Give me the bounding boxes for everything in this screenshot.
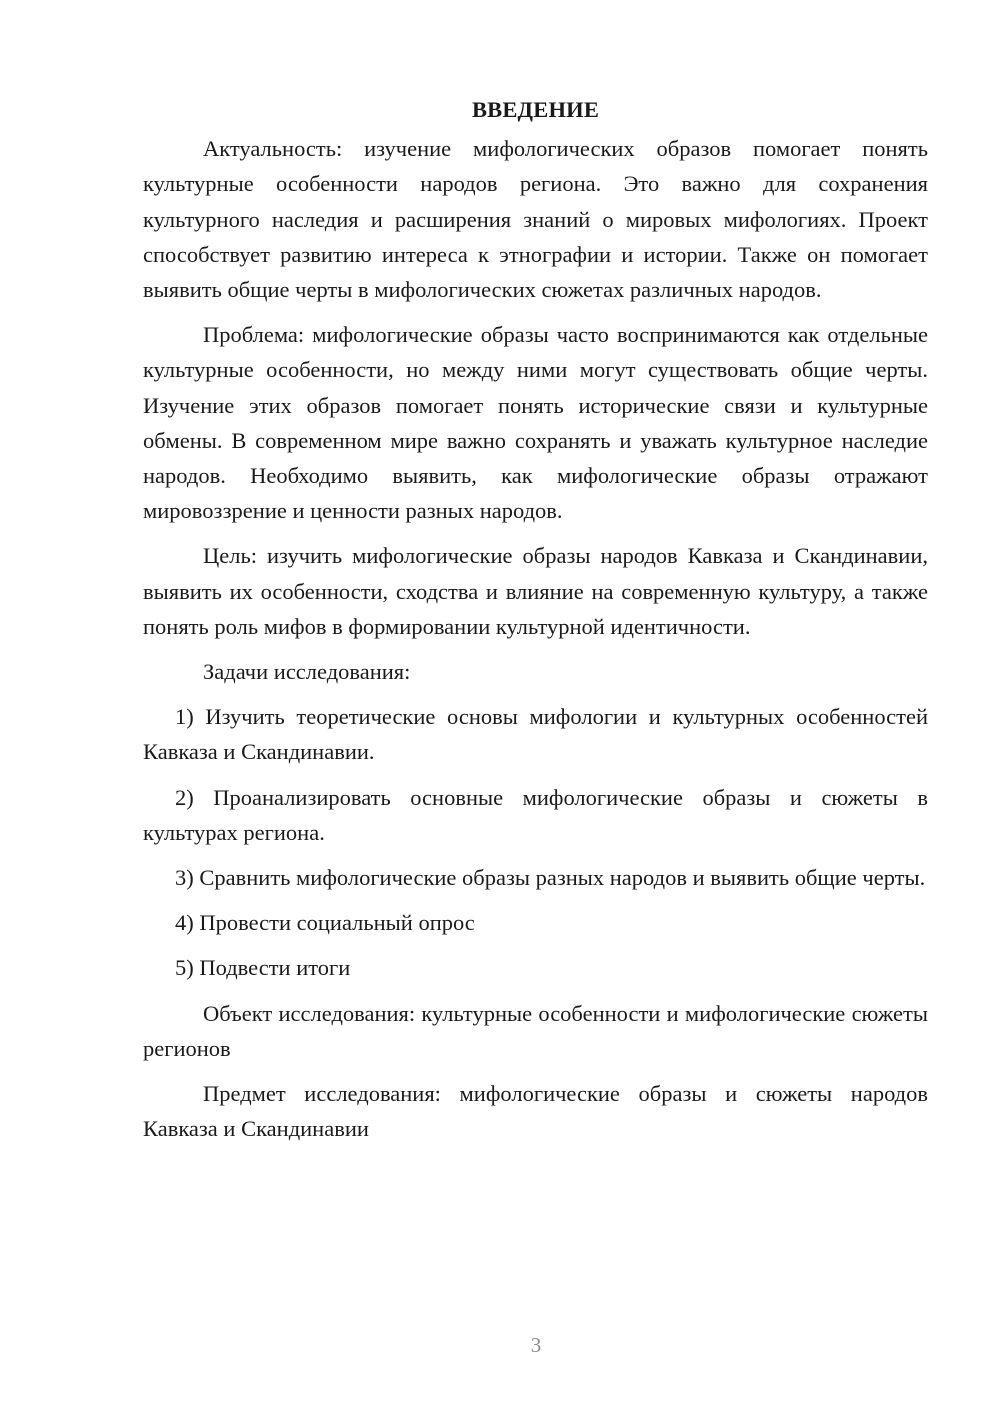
- task-item-5: 5) Подвести итоги: [175, 955, 351, 981]
- task-item-1: 1) Изучить теоретические основы мифологии и культурных особенностей Кавказа и Скандинавии.: [143, 704, 928, 765]
- task-item-2: 2) Проанализировать основные мифологические образы и сюжеты в культурах региона.: [143, 784, 928, 845]
- section-heading: ВВЕДЕНИЕ: [471, 97, 600, 122]
- task-item-3: 3) Сравнить мифологические образы разных народов и выявить общие черты.: [175, 865, 926, 891]
- subject-paragraph: Предмет исследования: мифологические образы и сюжеты народов Кавказа и Скандинавии: [143, 1081, 928, 1142]
- tasks-heading: Задачи исследования:: [203, 659, 411, 685]
- page-content: [143, 92, 928, 1156]
- object-paragraph: Объект исследования: культурные особенности и мифологические сюжеты регионов: [143, 1000, 928, 1061]
- page-number: 3: [530, 1333, 542, 1357]
- task-item-4: 4) Провести социальный опрос: [175, 910, 475, 936]
- relevance-paragraph: Актуальность: изучение мифологических образов помогает понять культурные особенности народов региона. Это важно для сохранения культурного наследия и расширения знаний о мировых мифологиях. Проект способствует развитию интереса к этнографии и истории. Также он помогает выявить общие черты в мифологических сюжетах различных народов.: [143, 136, 928, 303]
- goal-paragraph: Цель: изучить мифологические образы народов Кавказа и Скандинавии, выявить их особенности, сходства и влияние на современную культуру, а также понять роль мифов в формировании культурной идентичности.: [143, 543, 928, 639]
- tasks-list: [143, 699, 928, 985]
- problem-paragraph: Проблема: мифологические образы часто воспринимаются как отдельные культурные особенности, но между ними могут существовать общие черты. Изучение этих образов помогает понять исторические связи и культурные обмены. В современном мире важно сохранять и уважать культурное наследие народов. Необходимо выявить, как мифологические образы отражают мировоззрение и ценности разных народов.: [143, 322, 928, 524]
